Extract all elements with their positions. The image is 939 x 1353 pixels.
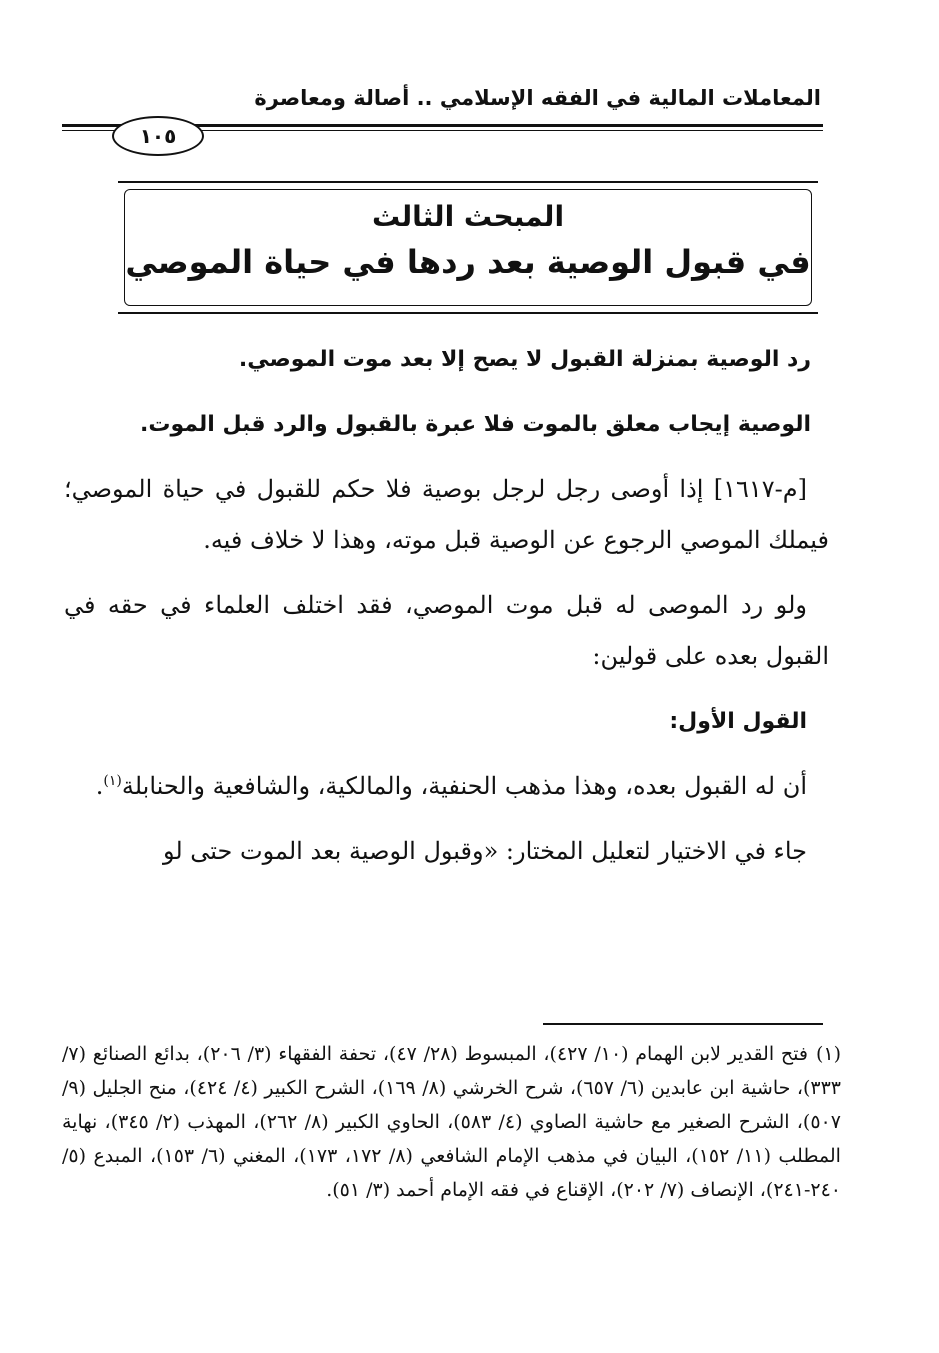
paragraph-3 [64, 761, 829, 812]
page-number: ١٠٥ [112, 116, 204, 156]
running-header: المعاملات المالية في الفقه الإسلامي .. أصالة ومعاصرة [254, 86, 821, 110]
paragraph-4: جاء في الاختيار لتعليل المختار: «وقبول الوصية بعد الموت حتى لو [162, 837, 807, 865]
section-title-box [124, 189, 812, 306]
paragraph-3-end: . [95, 772, 104, 800]
footnote-text: فتح القدير لابن الهمام (١٠/ ٤٢٧)، المبسوط (٢٨/ ٤٧)، تحفة الفقهاء (٣/ ٢٠٦)، بدائع الصنائع (٧/ ٣٣٣)، حاشية ابن عابدين (٦/ ٦٥٧)، شرح الخرشي (٨/ ١٦٩)، الشرح الكبير (٤/ ٤٢٤)، منح الجليل (٩/ ٥٠٧)، الشرح الصغير مع حاشية الصاوي (٤/ ٥٨٣)، الحاوي الكبير (٨/ ٢٦٢)، المهذب (٢/ ٣٤٥)، نهاية المطلب (١١/ ١٥٢)، البيان في مذهب الإمام الشافعي (٨/ ١٧٢، ١٧٣)، المغني (٦/ ١٥٣)، المبدع (٥/ ٢٤٠-٢٤١)، الإنصاف (٧/ ٢٠٢)، الإقناع في فقه الإمام أحمد (٣/ ٥١). [62, 1043, 841, 1201]
footnote-reference: (١) [103, 773, 122, 789]
paragraph-2: ولو رد الموصى له قبل موت الموصي، فقد اختلف العلماء في حقه في القبول بعده على قولين: [64, 591, 829, 670]
body-text [64, 334, 829, 891]
footnote-marker: (١) [815, 1043, 841, 1065]
section-title: في قبول الوصية بعد ردها في حياة الموصي [125, 243, 811, 281]
subheading-first-opinion: القول الأول: [669, 709, 807, 734]
section-label: المبحث الثالث [371, 200, 565, 233]
paragraph-3-text: أن له القبول بعده، وهذا مذهب الحنفية، والمالكية، والشافعية والحنابلة [121, 772, 807, 800]
rule-statement-1: رد الوصية بمنزلة القبول لا يصح إلا بعد موت الموصي. [238, 347, 811, 372]
rule-statement-2: الوصية إيجاب معلق بالموت فلا عبرة بالقبول والرد قبل الموت. [140, 412, 811, 437]
footnote-item [62, 1037, 841, 1207]
footnotes [62, 1037, 841, 1207]
paragraph-1: [م-١٦١٧] إذا أوصى رجل لرجل بوصية فلا حكم للقبول في حياة الموصي؛ فيملك الموصي الرجوع عن الوصية قبل موته، وهذا لا خلاف فيه. [64, 475, 829, 554]
section-title-frame [118, 181, 818, 314]
footnote-separator [543, 1023, 823, 1025]
